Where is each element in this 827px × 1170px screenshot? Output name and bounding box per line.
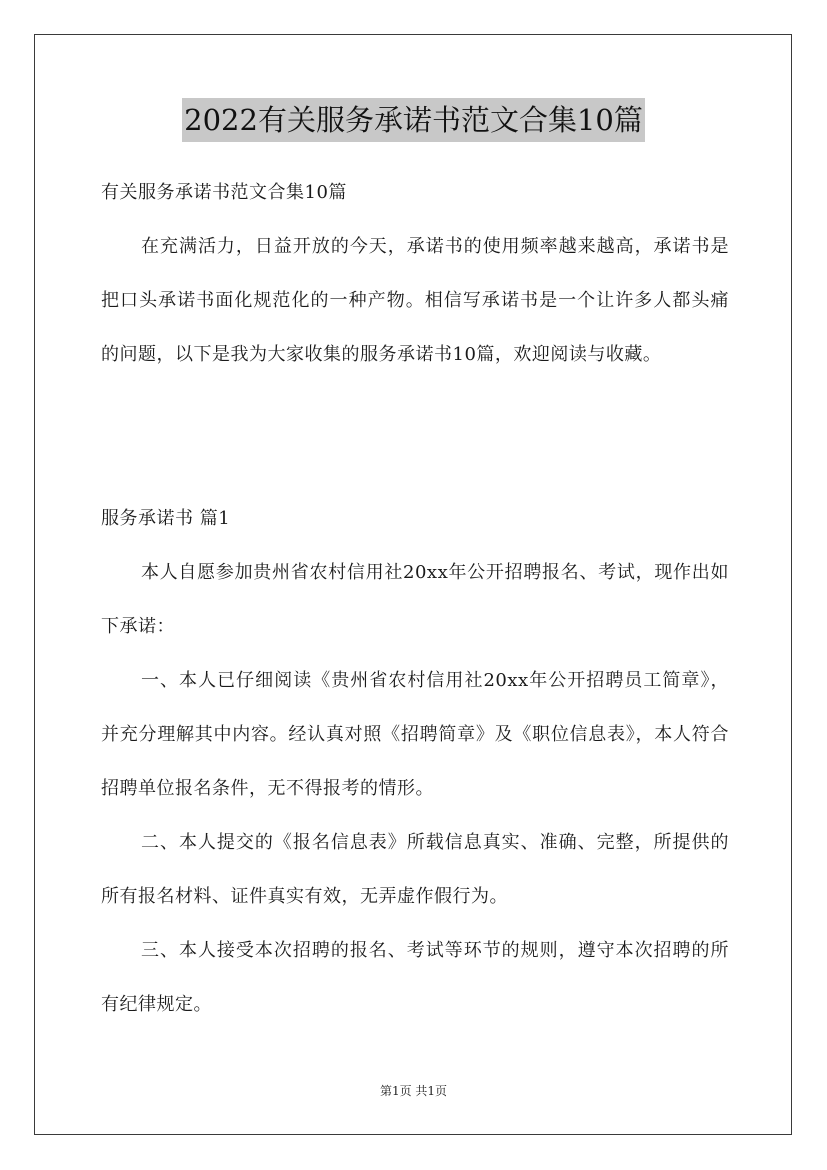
title-container	[0, 98, 827, 142]
page-footer	[0, 1083, 827, 1099]
section-heading: 服务承诺书 篇1	[101, 508, 231, 529]
body-paragraph-3: 二、本人提交的《报名信息表》所载信息真实、准确、完整，所提供的所有报名材料、证件真实有效，无弄虚作假行为。	[101, 832, 729, 907]
page-indicator: 第1页 共1页	[379, 1084, 448, 1098]
document-title: 2022有关服务承诺书范文合集10篇	[182, 98, 645, 142]
document-subtitle: 有关服务承诺书范文合集10篇	[101, 182, 347, 203]
body-paragraph-4: 三、本人接受本次招聘的报名、考试等环节的规则，遵守本次招聘的所有纪律规定。	[101, 940, 729, 1015]
body-paragraph-1: 本人自愿参加贵州省农村信用社20xx年公开招聘报名、考试，现作出如下承诺：	[101, 562, 729, 637]
intro-paragraph: 在充满活力，日益开放的今天，承诺书的使用频率越来越高，承诺书是把口头承诺书面化规范化的一种产物。相信写承诺书是一个让许多人都头痛的问题，以下是我为大家收集的服务承诺书10篇，欢迎阅读与收藏。	[101, 236, 729, 365]
body-paragraph-2: 一、本人已仔细阅读《贵州省农村信用社20xx年公开招聘员工简章》，并充分理解其中内容。经认真对照《招聘简章》及《职位信息表》，本人符合招聘单位报名条件，无不得报考的情形。	[101, 670, 729, 799]
